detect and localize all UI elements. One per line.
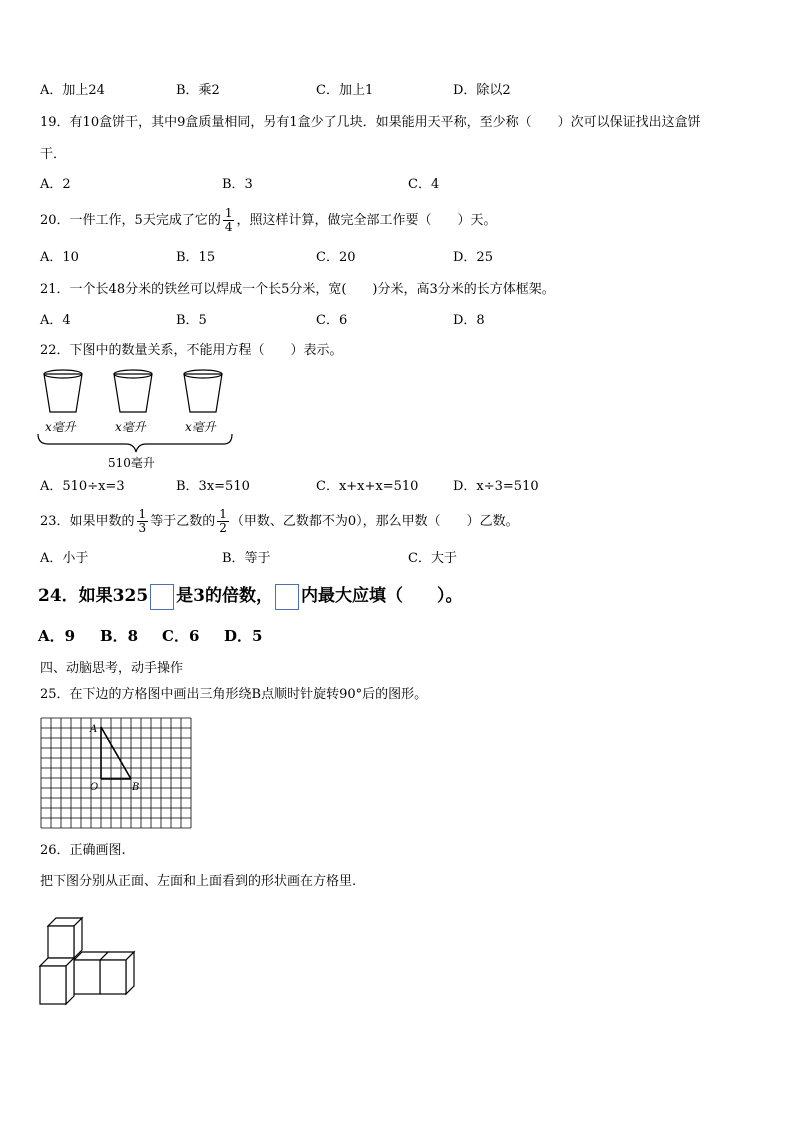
q25-question: 25．在下边的方格图中画出三角形绕B点顺时针旋转90°后的图形。 [40,687,428,702]
point-label-b: B [132,782,140,793]
q18-option-d: D．除以2 [453,83,511,98]
q21-option-a: A．4 [40,313,71,328]
q24-text-c: 内最大应填（ ）。 [301,586,463,606]
q26-title: 26．正确画图. [40,843,126,858]
q18-option-c: C．加上1 [316,83,374,98]
q24-option-d: D．5 [224,627,263,645]
q19-question-cont: 干． [40,147,67,162]
q19-option-a: A．2 [40,177,71,192]
q24-option-a: A．9 [38,627,76,645]
q23-fraction-1 [137,508,149,535]
cup-icon [184,370,222,412]
q23-option-c: C．大于 [408,551,457,566]
q25-grid-figure [40,717,194,829]
q24-option-c: C．6 [162,627,200,645]
point-label-a: A [90,724,98,735]
q23-option-a: A．小于 [40,551,89,566]
q22-option-b: B．3x=510 [176,479,250,494]
cube [48,918,82,958]
q23-frac2-num: 1 [219,507,227,521]
q26-question: 把下图分别从正面、左面和上面看到的形状画在方格里. [40,874,357,889]
q20-question [40,204,496,238]
q23-frac2-den: 2 [219,521,227,535]
q26-cubes-figure [38,912,138,1008]
q21-option-b: B．5 [176,313,207,328]
q24-text-b: 是3的倍数， [176,586,273,606]
q20-text-after: ，照这样计算，做完全部工作要（ ）天。 [236,213,497,228]
q22-cups-figure [34,364,244,474]
q22-option-a: A．510÷x=3 [40,479,125,494]
cube [100,952,134,994]
q22-option-c: C．x+x+x=510 [316,479,419,494]
q24-blank-box [275,584,299,610]
q19-option-c: C．4 [408,177,440,192]
q21-option-d: D．8 [453,313,485,328]
total-label: 510毫升 [108,456,155,470]
cup-icon [44,370,82,412]
cup-label: x毫升 [45,420,76,434]
q23-option-b: B．等于 [222,551,271,566]
q20-frac-num: 1 [224,206,233,220]
cup-label: x毫升 [115,420,146,434]
q20-option-b: B．15 [176,250,216,265]
q19-question: 19．有10盒饼干，其中9盒质量相同，另有1盒少了几块．如果能用天平称，至少称（ ）次可以保证找出这盒饼 [40,115,701,130]
q24-question [38,582,463,610]
q20-fraction [223,207,235,234]
cube [40,958,74,1004]
q23-text-b: 等于乙数的 [150,514,216,529]
q22-option-d: D．x÷3=510 [453,479,539,494]
q18-option-b: B．乘2 [176,83,220,98]
q24-option-b: B．8 [100,627,139,645]
q21-option-c: C．6 [316,313,348,328]
q23-text-a: 23．如果甲数的 [40,514,135,529]
q24-text-a: 24．如果325 [38,586,149,606]
q20-option-d: D．25 [453,250,493,265]
cup-label: x毫升 [185,420,216,434]
q19-option-b: B．3 [222,177,253,192]
q23-question [40,505,519,539]
cup-icon [114,370,152,412]
q23-frac1-num: 1 [138,507,147,521]
q24-blank-box [150,584,174,610]
q20-option-c: C．20 [316,250,356,265]
q23-text-c: （甲数、乙数都不为0），那么甲数（ ）乙数。 [230,514,519,529]
point-label-o: O [90,782,99,793]
q20-option-a: A．10 [40,250,79,265]
q20-frac-den: 4 [224,220,233,234]
q23-frac1-den: 3 [138,521,147,535]
q23-fraction-2 [217,508,229,535]
q22-question: 22．下图中的数量关系，不能用方程（ ）表示。 [40,343,343,358]
section-4-title: 四、动脑思考，动手操作 [40,661,184,676]
brace [38,434,232,452]
q21-question: 21．一个长48分米的铁丝可以焊成一个长5分米，宽( )分米，高3分米的长方体框架。 [40,282,555,297]
triangle-side-ab [101,727,131,779]
q18-option-a: A．加上24 [40,83,105,98]
q20-text-before: 20．一件工作，5天完成了它的 [40,213,221,228]
grid-lines [41,718,191,828]
